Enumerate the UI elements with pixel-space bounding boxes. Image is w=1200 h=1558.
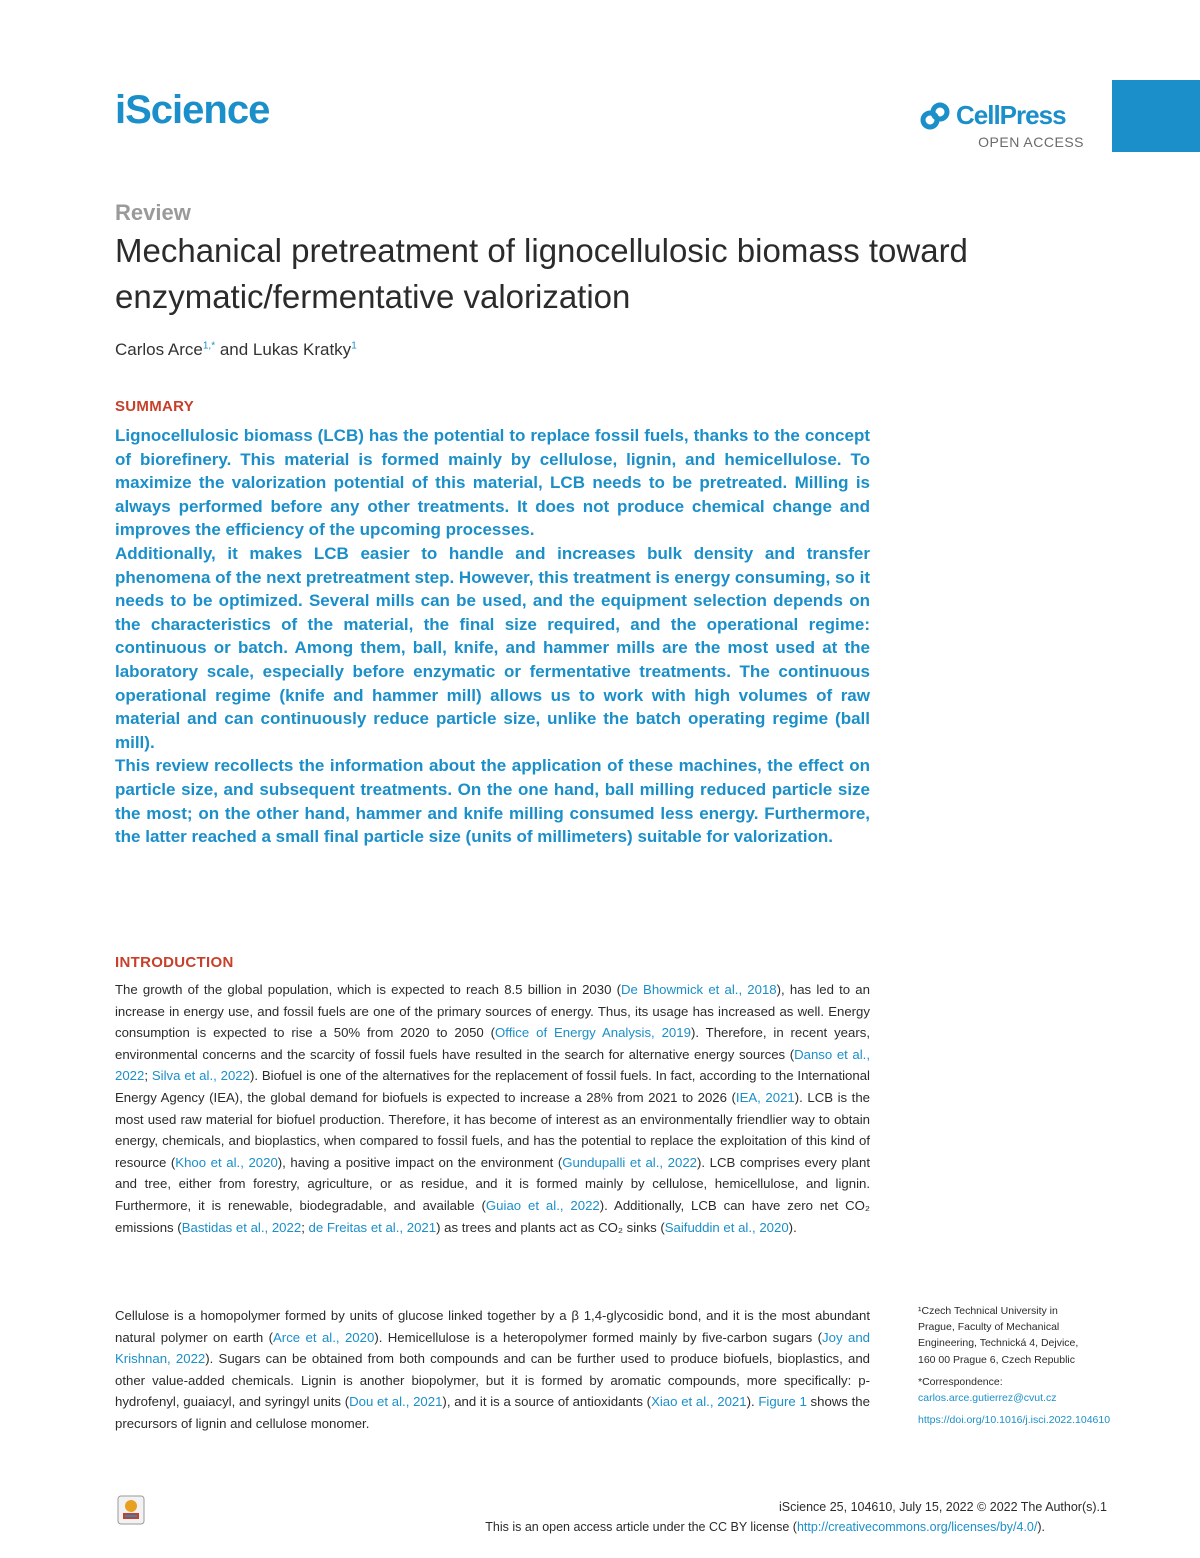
citation-link[interactable]: de Freitas et al., 2021 (308, 1219, 437, 1235)
introduction-heading: INTRODUCTION (115, 954, 234, 971)
article-title: Mechanical pretreatment of lignocellulosic biomass toward enzymatic/fermentative valorization (115, 232, 968, 315)
affiliation-text: ¹Czech Technical University in Prague, Faculty of Mechanical Engineering, Technická 4, Dejvice, 160 00 Prague 6, Czech Republic (918, 1305, 1079, 1366)
citation-line: iScience 25, 104610, July 15, 2022 © 2022 The Author(s). (779, 1500, 1100, 1514)
body-text-run: ; (301, 1219, 309, 1235)
citation-link[interactable]: Gundupalli et al., 2022 (562, 1154, 697, 1170)
body-text-run: ). LCB is the most used raw material for biofuel production. Therefore, it has become of interest as an environmentally friendlier way to obtain energy, chemicals, and bioplastics, when compared to fossil fuels, and has the potential to replace the exploitation of this kind of resource ( (115, 1089, 870, 1170)
citation-link[interactable]: Khoo et al., 2020 (175, 1154, 278, 1170)
cellpress-icon (920, 102, 950, 132)
citation-link[interactable]: Joy and Krishnan, 2022 (115, 1329, 870, 1367)
summary-text (115, 424, 870, 849)
email-link[interactable]: carlos.arce.gutierrez@cvut.cz (918, 1392, 1057, 1405)
citation-link[interactable]: Office of Energy Analysis, 2019 (495, 1025, 691, 1041)
body-text-run: ), and it is a source of antioxidants ( (442, 1394, 652, 1410)
body-text-run: ). Hemicellulose is a heteropolymer formed mainly by five-carbon sugars ( (374, 1329, 823, 1345)
author-name[interactable]: Carlos Arce (115, 340, 203, 359)
citation-link[interactable]: Figure 1 (758, 1394, 807, 1410)
citation-link[interactable]: Bastidas et al., 2022 (181, 1219, 302, 1235)
body-text-run: ). (746, 1394, 759, 1410)
body-text-run: ). Therefore, in recent years, environmental concerns and the scarcity of fossil fuels have resulted in the search for alternative energy sources ( (115, 1025, 870, 1062)
body-text-run: ). (788, 1219, 797, 1235)
article-type: Review (115, 200, 191, 225)
citation-link[interactable]: IEA, 2021 (735, 1089, 795, 1105)
body-text-run: The growth of the global population, which is expected to reach 8.5 billion in 2030 ( (115, 982, 621, 997)
citation-link[interactable]: Danso et al., 2022 (115, 1046, 870, 1084)
check-for-updates-icon[interactable] (117, 1495, 145, 1525)
citation-link[interactable]: Guiao et al., 2022 (485, 1197, 600, 1213)
author-separator: and (215, 340, 253, 359)
citation-link[interactable]: Dou et al., 2021 (349, 1394, 443, 1410)
intro-paragraph-1 (115, 979, 870, 1238)
body-text-run: ). Additionally, LCB can have zero net CO₂ emissions ( (115, 1197, 871, 1235)
corner-tab (1112, 80, 1200, 152)
summary-heading: SUMMARY (115, 398, 195, 415)
body-text-run: Cellulose is a homopolymer formed by units of glucose linked together by a β 1,4-glycosidic bond, and it is the most abundant natural polymer on earth ( (115, 1308, 870, 1345)
body-text-run: ). LCB comprises every plant and tree, either from forestry, agriculture, or as residue, and it is formed mainly by cellulose, hemicellulose, and lignin. Furthermore, it is renewable, biodegradable, and available ( (115, 1154, 870, 1213)
open-access-label: OPEN ACCESS (978, 134, 1084, 150)
body-paragraph (115, 979, 870, 1238)
summary-paragraph: Lignocellulosic biomass (LCB) has the potential to replace fossil fuels, thanks to the concept of biorefinery. This material is formed mainly by cellulose, lignin, and hemicellulose. To maximize the valorization potential of this material, LCB needs to be pretreated. Milling is always performed before any other treatments. It does not produce chemical change and improves the efficiency of the upcoming processes. (115, 426, 870, 540)
body-text-run: shows the precursors of lignin and cellulose monomer. (115, 1394, 870, 1431)
author-list (115, 340, 357, 360)
author-sup[interactable]: 1,* (202, 340, 216, 352)
body-text-run: ; (144, 1068, 152, 1084)
body-text-run: ), having a positive impact on the environment ( (277, 1154, 563, 1170)
cellpress-logo (920, 100, 1090, 152)
summary-paragraph: This review recollects the information about the application of these machines, the effect on particle size, and subsequent treatments. On the one hand, ball milling reduced particle size the most; on the other hand, hammer and knife milling consumed less energy. Furthermore, the latter reached a small final particle size (units of millimeters) suitable for valorization. (115, 756, 870, 847)
body-paragraph (115, 1305, 870, 1435)
publisher-name: CellPress (956, 100, 1066, 130)
intro-paragraph-2 (115, 1305, 870, 1435)
summary-paragraph: Additionally, it makes LCB easier to handle and increases bulk density and transfer phenomena of the next pretreatment step. However, this treatment is energy consuming, so it needs to be optimized. Several mills can be used, and the equipment selection depends on the characteristics of the material, the final size required, and the operational regime: continuous or batch. Among them, ball, knife, and hammer mills are the most used at the laboratory scale, especially before enzymatic or fermentative treatments. The continuous operational regime (knife and hammer mill) allows us to work with high volumes of raw material and can continuously reduce particle size, unlike the batch operating regime (ball mill). (115, 543, 870, 752)
body-text-run: ). Biofuel is one of the alternatives for the replacement of fossil fuels. In fact, according to the International Energy Agency (IEA), the global demand for biofuels is expected to increase a 28% from 2021 to 2026 ( (115, 1068, 870, 1105)
page-number: 1 (1100, 1500, 1107, 1514)
correspondence-label: *Correspondence: (918, 1375, 1003, 1388)
citation-link[interactable]: Saifuddin et al., 2020 (664, 1219, 789, 1235)
license-link[interactable]: http://creativecommons.org/licenses/by/4.0/ (796, 1520, 1038, 1534)
body-text-run: ), has led to an increase in energy use, and fossil fuels are one of the primary sources of energy. Thus, its usage has increased as well. Energy consumption is expected to rise a 50% from 2020 to 2050 ( (115, 982, 870, 1041)
author-name[interactable]: Lukas Kratky (252, 340, 352, 359)
affiliations (918, 1303, 1111, 1434)
body-text-run: ). Sugars can be obtained from both compounds and can be further used to produce biofuels, bioplastics, and other value-added chemicals. Lignin is another biopolymer, but it is formed by aromatic compounds, more specifically: p-hydrofenyl, guaiacyl, and syringyl units ( (115, 1351, 871, 1410)
license-line: This is an open access article under the CC BY license (http://creativecommons.org/licenses/by/4.0/). (485, 1520, 1045, 1534)
body-text-run: ) as trees and plants act as CO₂ sinks ( (436, 1219, 665, 1235)
journal-title: iScience (115, 88, 270, 132)
citation-link[interactable]: De Bhowmick et al., 2018 (621, 982, 777, 997)
citation-link[interactable]: Silva et al., 2022 (151, 1068, 250, 1084)
doi-link[interactable]: https://doi.org/10.1016/j.isci.2022.104610 (918, 1414, 1111, 1427)
author-sup[interactable]: 1 (351, 340, 357, 352)
citation-link[interactable]: Arce et al., 2020 (273, 1329, 375, 1345)
citation-link[interactable]: Xiao et al., 2021 (651, 1394, 747, 1410)
